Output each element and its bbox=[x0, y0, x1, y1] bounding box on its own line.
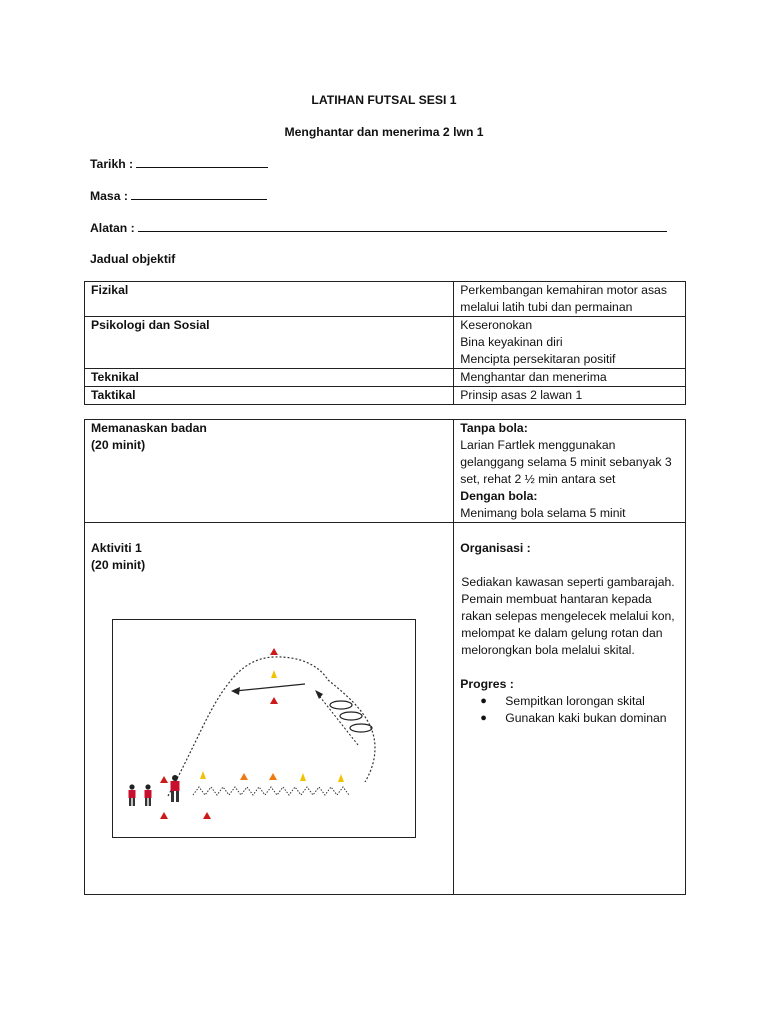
progression-item: Gunakan kaki bukan dominan bbox=[505, 711, 667, 725]
cone-icon bbox=[270, 697, 278, 704]
table-row bbox=[85, 282, 686, 317]
cone-icon bbox=[269, 773, 277, 780]
objective-line: Keseronokan bbox=[460, 318, 533, 332]
hoop-icon bbox=[350, 724, 372, 732]
no-ball-heading: Tanpa bola: bbox=[460, 421, 528, 435]
drill-diagram-svg bbox=[113, 620, 415, 837]
tarikh-field bbox=[90, 156, 268, 171]
objective-line: melalui latih tubi dan permainan bbox=[460, 300, 633, 314]
no-ball-text: Larian Fartlek menggunakan gelanggang selama 5 minit sebanyak 3 set, rehat 2 ½ min antara set bbox=[460, 438, 672, 486]
objective-label: Fizikal bbox=[85, 282, 454, 317]
organisation-text: Sediakan kawasan seperti gambarajah. Pemain membuat hantaran kepada rakan selepas mengelecek melalui kon, melompat ke dalam gelung rotan dan melorongkan bola melalui skital. bbox=[461, 575, 675, 657]
table-row bbox=[85, 387, 686, 405]
skittle-icon bbox=[271, 670, 277, 678]
pass-arrow bbox=[235, 684, 305, 691]
progression-item: Sempitkan lorongan skital bbox=[505, 694, 645, 708]
cone-icon bbox=[160, 776, 168, 783]
objective-line: Bina keyakinan diri bbox=[460, 335, 563, 349]
activity1-label: Aktiviti 1 bbox=[91, 541, 142, 555]
objective-line: Mencipta persekitaran positif bbox=[460, 352, 616, 366]
progression-heading: Progres : bbox=[460, 677, 514, 691]
cone-icon bbox=[160, 812, 168, 819]
objective-label: Psikologi dan Sosial bbox=[85, 317, 454, 369]
cone-icon bbox=[240, 773, 248, 780]
activity1-details bbox=[454, 523, 686, 895]
table-row bbox=[85, 420, 686, 523]
activity1-duration: (20 minit) bbox=[91, 558, 146, 572]
objective-value bbox=[454, 282, 686, 317]
objective-line: Perkembangan kemahiran motor asas bbox=[460, 283, 667, 297]
running-path bbox=[168, 657, 328, 796]
cone-icon bbox=[203, 812, 211, 819]
masa-field bbox=[90, 188, 267, 203]
objective-value bbox=[454, 387, 686, 405]
with-ball-text: Menimang bola selama 5 minit bbox=[460, 506, 626, 520]
arrow-head-icon bbox=[231, 687, 240, 695]
bullet-icon: ● bbox=[480, 695, 487, 707]
player-icon bbox=[145, 784, 152, 806]
document-title: LATIHAN FUTSAL SESI 1 bbox=[311, 93, 457, 107]
tarikh-label: Tarikh : bbox=[90, 157, 134, 171]
objective-label: Taktikal bbox=[85, 387, 454, 405]
objectives-table bbox=[84, 281, 686, 405]
objective-line: Menghantar dan menerima bbox=[460, 370, 607, 384]
warmup-label: Memanaskan badan bbox=[91, 421, 207, 435]
objective-value bbox=[454, 317, 686, 369]
arrow-head-icon bbox=[315, 690, 323, 699]
drill-diagram bbox=[112, 619, 416, 838]
list-item bbox=[460, 693, 679, 710]
skittle-icon bbox=[200, 771, 206, 779]
objective-line: Prinsip asas 2 lawan 1 bbox=[460, 388, 583, 402]
list-item bbox=[460, 710, 679, 727]
hoop-icon bbox=[340, 712, 362, 720]
masa-label: Masa : bbox=[90, 189, 128, 203]
warmup-details bbox=[454, 420, 686, 523]
alatan-label: Alatan : bbox=[90, 221, 135, 235]
masa-blank-line bbox=[131, 188, 267, 200]
document-subtitle: Menghantar dan menerima 2 lwn 1 bbox=[284, 125, 484, 139]
alatan-blank-line bbox=[138, 220, 667, 232]
warmup-cell bbox=[85, 420, 454, 523]
player-icon bbox=[171, 775, 180, 802]
skittle-icon bbox=[338, 774, 344, 782]
skittle-icon bbox=[300, 773, 306, 781]
dribble-path bbox=[193, 787, 349, 795]
cone-icon bbox=[270, 648, 278, 655]
tarikh-blank-line bbox=[136, 156, 268, 168]
organisation-heading: Organisasi : bbox=[460, 541, 531, 555]
table-row bbox=[85, 317, 686, 369]
objective-label: Teknikal bbox=[85, 369, 454, 387]
objective-value bbox=[454, 369, 686, 387]
player-icon bbox=[129, 784, 136, 806]
table-row bbox=[85, 369, 686, 387]
warmup-duration: (20 minit) bbox=[91, 438, 146, 452]
with-ball-heading: Dengan bola: bbox=[460, 489, 538, 503]
alatan-field bbox=[90, 220, 667, 235]
bullet-icon: ● bbox=[480, 712, 487, 724]
section-heading: Jadual objektif bbox=[90, 252, 176, 266]
hoop-icon bbox=[330, 701, 352, 709]
